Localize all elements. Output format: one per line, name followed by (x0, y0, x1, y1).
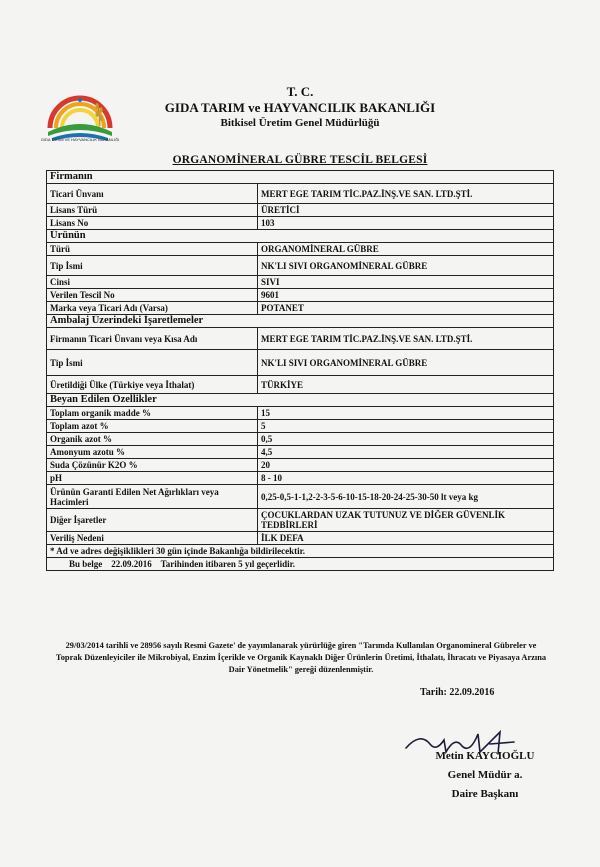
table-row (47, 459, 554, 472)
label-organik-madde: Toplam organik madde % (47, 407, 258, 420)
table-row (47, 485, 554, 509)
label-amonyum-azot: Amonyum azotu % (47, 446, 258, 459)
value-tip-ismi: NK'LI SIVI ORGANOMİNERAL GÜBRE (258, 256, 554, 276)
label-marka: Marka veya Ticari Adı (Varsa) (47, 302, 258, 315)
value-diger: ÇOCUKLARDAN UZAK TUTUNUZ VE DİĞER GÜVENLİK TEDBİRLERİ (258, 509, 554, 532)
table-row (47, 204, 554, 217)
section-row (47, 394, 554, 407)
table-row (47, 328, 554, 350)
header-directorate: Bitkisel Üretim Genel Müdürlüğü (220, 117, 380, 129)
note-row (47, 545, 554, 558)
regulation-paragraph: 29/03/2014 tarihli ve 28956 sayılı Resmi Gazete' de yayımlanarak yürürlüğe giren "Tarımda Kullanılan Organomineral Gübreler ve Toprak Düzenleyiciler ile Mikrobiyal, Enzim İçerikle ve Organik Kaynaklı Diğer Ürünlerin Üretimi, İthalatı, İhracatı ve Piyasaya Arzına Dair Yönetmelik" gereği düzenlenmiştir. (55, 641, 547, 674)
label-ulke: Üretildiği Ülke (Türkiye veya İthalat) (47, 376, 258, 394)
table-row (47, 472, 554, 485)
note-row (47, 558, 554, 571)
value-ticari-unvan: MERT EGE TARIM TİC.PAZ.İNŞ.VE SAN. LTD.ŞTİ. (258, 184, 554, 204)
value-verilis: İLK DEFA (258, 532, 554, 545)
value-tescil-no: 9601 (258, 289, 554, 302)
value-cinsi: SIVI (258, 276, 554, 289)
table-row (47, 256, 554, 276)
table-row (47, 376, 554, 394)
label-diger: Diğer İşaretler (47, 509, 258, 532)
note-validity: Bu belge 22.09.2016 Tarihinden itibaren 5 yıl geçerlidir. (47, 558, 554, 571)
section-row (47, 315, 554, 328)
table-row (47, 243, 554, 256)
table-row (47, 446, 554, 459)
label-lisans-turu: Lisans Türü (47, 204, 258, 217)
value-amonyum-azot: 4,5 (258, 446, 554, 459)
table-row (47, 302, 554, 315)
table-row (47, 289, 554, 302)
table-row (47, 276, 554, 289)
section-beyan: Beyan Edilen Özellikler (47, 394, 554, 407)
signer-department: Daire Başkanı (451, 788, 519, 800)
table-row (47, 509, 554, 532)
signer-role: Genel Müdür a. (447, 769, 523, 781)
table-row (47, 184, 554, 204)
value-marka: POTANET (258, 302, 554, 315)
value-turu: ORGANOMİNERAL GÜBRE (258, 243, 554, 256)
section-firma: Firmanın (47, 171, 554, 184)
table-row (47, 532, 554, 545)
label-verilis: Veriliş Nedeni (47, 532, 258, 545)
value-firma-unvan: MERT EGE TARIM TİC.PAZ.İNŞ.VE SAN. LTD.ŞTİ. (258, 328, 554, 350)
label-ph: pH (47, 472, 258, 485)
value-ph: 8 - 10 (258, 472, 554, 485)
label-cinsi: Cinsi (47, 276, 258, 289)
value-organik-azot: 0,5 (258, 433, 554, 446)
value-organik-madde: 15 (258, 407, 554, 420)
label-tip-ismi-2: Tip İsmi (47, 350, 258, 376)
label-turu: Türü (47, 243, 258, 256)
label-tescil-no: Verilen Tescil No (47, 289, 258, 302)
note-address-change: * Ad ve adres değişiklikleri 30 gün içinde Bakanlığa bildirilecektir. (47, 545, 554, 558)
header-tc: T. C. (286, 84, 314, 99)
label-toplam-azot: Toplam azot % (47, 420, 258, 433)
signer-name: Metin KAYCIOĞLU (435, 750, 535, 762)
section-urun: Ürünün (47, 230, 554, 243)
section-row (47, 230, 554, 243)
value-ulke: TÜRKİYE (258, 376, 554, 394)
value-agirlik: 0,25-0,5-1-1,2-2-3-5-6-10-15-18-20-24-25-30-50 lt veya kg (258, 485, 554, 509)
issue-date: Tarih: 22.09.2016 (420, 687, 495, 698)
value-tip-ismi-2: NK'LI SIVI ORGANOMİNERAL GÜBRE (258, 350, 554, 376)
label-k2o: Suda Çözünür K2O % (47, 459, 258, 472)
table-row (47, 420, 554, 433)
value-lisans-no: 103 (258, 217, 554, 230)
logo-caption: GIDA TARIM VE HAYVANCILIK BAKANLIĞI (40, 137, 120, 142)
label-organik-azot: Organik azot % (47, 433, 258, 446)
label-firma-unvan: Firmanın Ticari Ünvanı veya Kısa Adı (47, 328, 258, 350)
label-tip-ismi: Tip İsmi (47, 256, 258, 276)
section-ambalaj: Ambalaj Üzerindeki İşaretlemeler (47, 315, 554, 328)
document-title: ORGANOMİNERAL GÜBRE TESCİL BELGESİ (172, 154, 428, 166)
value-toplam-azot: 5 (258, 420, 554, 433)
table-row (47, 407, 554, 420)
table-row (47, 433, 554, 446)
label-lisans-no: Lisans No (47, 217, 258, 230)
value-lisans-turu: ÜRETİCİ (258, 204, 554, 217)
label-agirlik: Ürünün Garanti Edilen Net Ağırlıkları veya Hacimleri (47, 485, 258, 509)
label-ticari-unvan: Ticari Ünvanı (47, 184, 258, 204)
table-row (47, 350, 554, 376)
value-k2o: 20 (258, 459, 554, 472)
header-ministry: GIDA TARIM ve HAYVANCILIK BAKANLIĞI (164, 100, 436, 115)
table-row (47, 217, 554, 230)
registration-table (46, 170, 554, 571)
section-row (47, 171, 554, 184)
